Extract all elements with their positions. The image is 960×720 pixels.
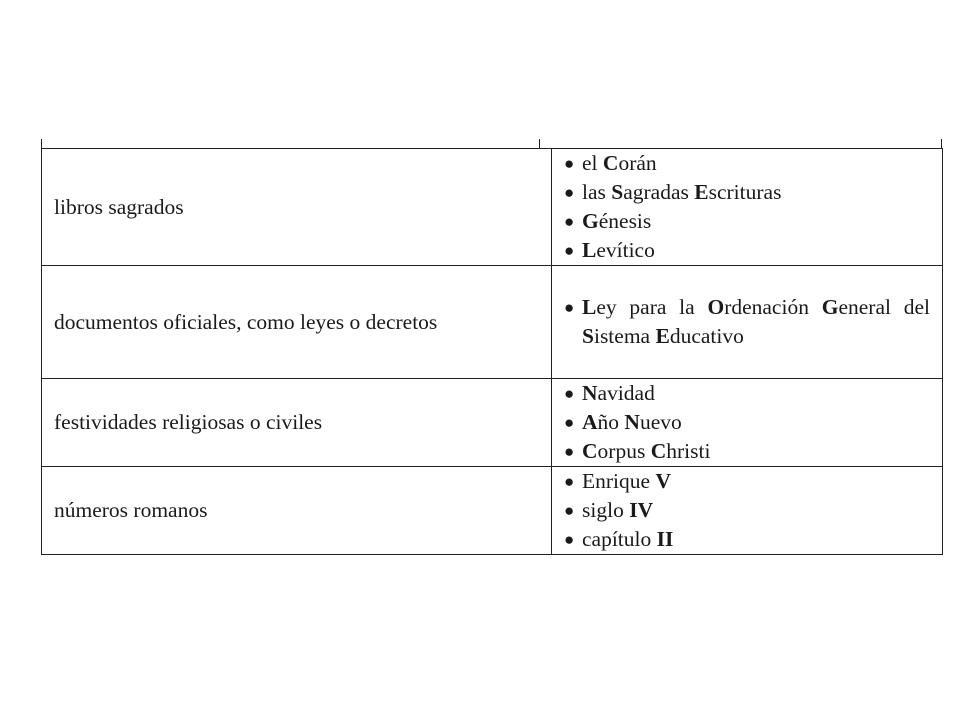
example-text: istema	[593, 324, 656, 348]
example-text-bold: C	[582, 439, 598, 463]
bullet-icon: ●	[564, 241, 575, 260]
example-text: énesis	[598, 209, 652, 233]
example-item	[562, 149, 930, 178]
table-row	[42, 467, 943, 555]
example-text: uevo	[639, 410, 682, 434]
example-text: el	[582, 151, 603, 175]
example-text: hristi	[666, 439, 711, 463]
examples-list	[562, 467, 930, 554]
bullet-icon: ●	[564, 530, 575, 549]
example-text: agradas	[623, 180, 695, 204]
examples-list	[562, 149, 930, 265]
examples-cell	[552, 266, 943, 379]
example-text-bold: S	[582, 324, 594, 348]
bullet-icon: ●	[564, 501, 575, 520]
example-item	[562, 207, 930, 236]
category-cell: números romanos	[42, 467, 552, 555]
example-text: ey para la	[596, 295, 708, 319]
example-text-bold: V	[655, 469, 671, 493]
examples-cell	[552, 149, 943, 266]
example-text: scrituras	[708, 180, 782, 204]
example-text-bold: S	[611, 180, 624, 204]
example-text-bold: N	[624, 410, 640, 434]
example-text: ducativo	[669, 324, 744, 348]
example-item	[562, 408, 930, 437]
example-text: eneral del	[838, 295, 930, 319]
example-item	[562, 496, 930, 525]
example-text-bold: G	[582, 209, 599, 233]
category-cell: libros sagrados	[42, 149, 552, 266]
example-text-bold: G	[821, 295, 839, 319]
bullet-icon: ●	[564, 413, 575, 432]
example-item	[562, 236, 930, 265]
table-row	[42, 379, 943, 467]
example-text: orpus	[597, 439, 651, 463]
category-cell: documentos oficiales, como leyes o decretos	[42, 266, 552, 379]
example-text-bold: E	[694, 180, 709, 204]
capitalization-table-container	[41, 139, 943, 558]
bullet-icon: ●	[564, 442, 575, 461]
bullet-icon: ●	[564, 212, 575, 231]
capitalization-table	[41, 148, 943, 555]
examples-cell	[552, 379, 943, 467]
example-text-bold: O	[707, 295, 725, 319]
example-text-bold: II	[656, 527, 674, 551]
example-item	[562, 437, 930, 466]
example-text: ño	[597, 410, 625, 434]
bullet-icon: ●	[564, 298, 575, 317]
bullet-icon: ●	[564, 154, 575, 173]
example-text-bold: L	[582, 238, 597, 262]
examples-cell	[552, 467, 943, 555]
table-row	[42, 266, 943, 379]
example-text: evítico	[596, 238, 655, 262]
example-text-bold: N	[582, 381, 598, 405]
example-item	[562, 525, 930, 554]
examples-list	[562, 293, 930, 351]
example-text-bold: E	[655, 324, 670, 348]
example-text: avidad	[597, 381, 655, 405]
example-text: Enrique	[582, 469, 656, 493]
category-cell: festividades religiosas o civiles	[42, 379, 552, 467]
example-text-bold: IV	[629, 498, 654, 522]
example-text-bold: A	[582, 410, 598, 434]
example-text: rdenación	[724, 295, 822, 319]
example-item	[562, 178, 930, 207]
table-row	[42, 149, 943, 266]
example-text-bold: C	[602, 151, 619, 175]
example-text: orán	[618, 151, 657, 175]
example-item	[562, 379, 930, 408]
example-text: las	[582, 180, 612, 204]
example-text-bold: L	[582, 295, 597, 319]
example-text-bold: C	[650, 439, 667, 463]
example-item	[562, 293, 930, 351]
example-text: capítulo	[582, 527, 657, 551]
example-text: siglo	[582, 498, 630, 522]
bullet-icon: ●	[564, 183, 575, 202]
examples-list	[562, 379, 930, 466]
bullet-icon: ●	[564, 472, 575, 491]
example-item	[562, 467, 930, 496]
bullet-icon: ●	[564, 384, 575, 403]
